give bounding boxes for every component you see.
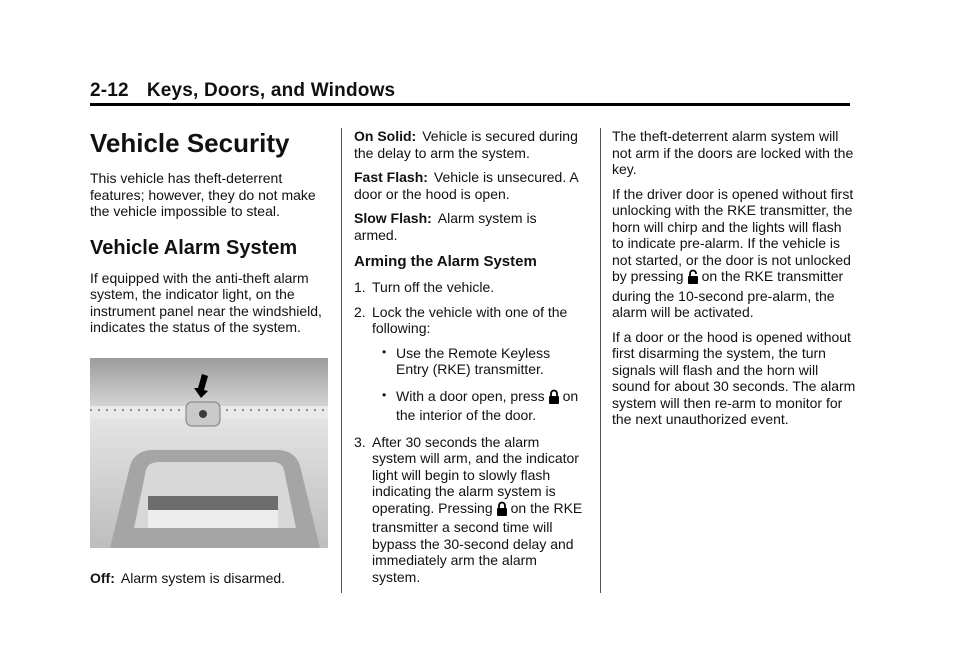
slow-flash-description: [354, 210, 584, 243]
page-number: 2-12: [90, 80, 129, 101]
bullet-icon: •: [382, 344, 387, 359]
bullet-text-post: on the interior of the door.: [396, 387, 579, 423]
arming-steps: [354, 279, 584, 585]
paragraph-text-post: on the RKE transmitter during the 10-second pre-alarm, the alarm will be activated.: [612, 268, 844, 320]
paragraph-text-pre: If the driver door is opened without first unlocking with the RKE transmitter, the horn will chirp and the lights will flash to indicate pre-alarm. If the vehicle is not started, or the door is not unlocked by pressing: [612, 185, 854, 284]
on-solid-text: Vehicle is secured during the delay to arm the system.: [354, 128, 578, 161]
intro-paragraph: This vehicle has theft-deterrent features; however, they do not make the vehicle impossible to steal.: [90, 170, 316, 219]
paragraph: [612, 186, 857, 321]
column-divider: [341, 128, 342, 593]
step-number: 2.: [354, 303, 366, 320]
column-3: [612, 128, 857, 436]
off-description: [90, 570, 330, 587]
bullet-list: [372, 345, 584, 424]
bullet-icon: •: [382, 387, 387, 402]
arming-heading: Arming the Alarm System: [354, 253, 537, 270]
list-item: [372, 345, 584, 378]
column-divider: [600, 128, 601, 593]
slow-flash-term: Slow Flash:: [354, 210, 432, 226]
fast-flash-text: Vehicle is unsecured. A door or the hood is open.: [354, 169, 578, 202]
paragraph: The theft-deterrent alarm system will not arm if the doors are locked with the key.: [612, 128, 854, 177]
step-number: 3.: [354, 433, 366, 450]
alarm-heading: Vehicle Alarm System: [90, 236, 298, 259]
fast-flash-term: Fast Flash:: [354, 169, 428, 185]
page-title: Vehicle Security: [90, 128, 290, 158]
paragraph: If a door or the hood is opened without first disarming the system, the turn signals will flash and the horn will sound for about 30 seconds. The alarm system will then re-arm to monitor for the next unauthorized event.: [612, 328, 856, 427]
fast-flash-description: [354, 169, 584, 202]
off-text: Alarm system is disarmed.: [120, 569, 286, 586]
indicator-light-photo: [90, 358, 328, 548]
alarm-paragraph: If equipped with the anti-theft alarm system, the indicator light, on the instrument panel near the windshield, indicates the status of the system.: [90, 269, 322, 335]
step-text-pre: After 30 seconds the alarm system will arm, and the indicator light will begin to slowly flash indicating the alarm system is operating. Pressing: [372, 433, 579, 516]
on-solid-term: On Solid:: [354, 128, 417, 144]
page-header: [90, 80, 395, 102]
list-item: [354, 279, 584, 296]
off-term: Off:: [90, 569, 115, 586]
section-title: Keys, Doors, and Windows: [146, 80, 396, 101]
step-number: 1.: [354, 279, 366, 295]
bullet-text-pre: With a door open, press: [396, 387, 545, 404]
bullet-text: Use the Remote Keyless Entry (RKE) transmitter.: [396, 344, 551, 377]
column-1: [90, 128, 330, 594]
lock-icon: [548, 389, 560, 408]
step-text: Turn off the vehicle.: [372, 279, 495, 295]
step-text: Lock the vehicle with one of the following:: [372, 303, 568, 336]
list-item: [372, 388, 584, 424]
column-2: [354, 128, 584, 593]
unlock-icon: [687, 269, 699, 288]
slow-flash-text: Alarm system is armed.: [354, 210, 537, 243]
step-text-post: on the RKE transmitter a second time will bypass the 30-second delay and immediately arm the alarm system.: [372, 499, 583, 585]
on-solid-description: [354, 128, 584, 161]
header-rule: [90, 103, 850, 106]
list-item: [354, 304, 584, 424]
list-item: [354, 434, 584, 586]
lock-icon: [496, 501, 508, 520]
